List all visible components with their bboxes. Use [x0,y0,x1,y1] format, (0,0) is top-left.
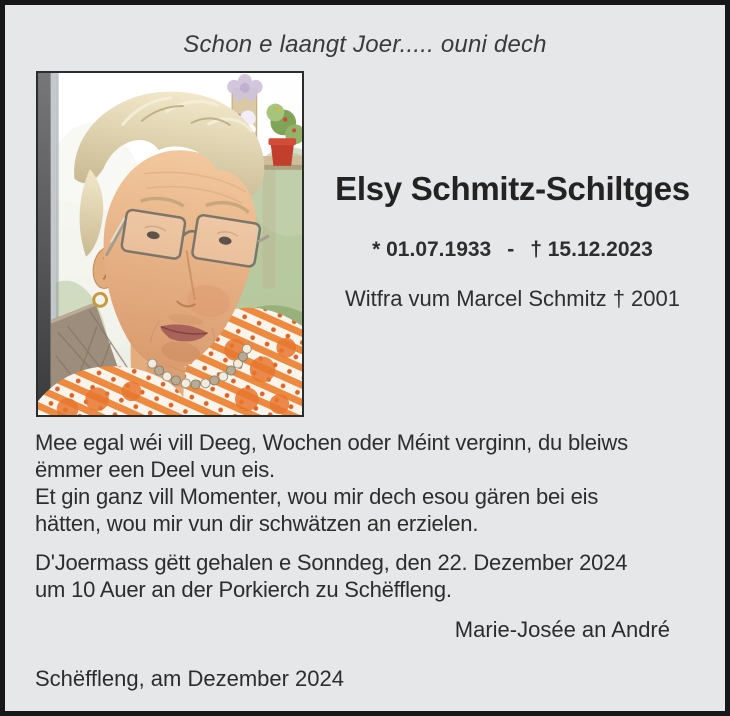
place-date-line: Schëffleng, am Dezember 2024 [35,666,344,691]
memorial-text-line: Mee egal wéi vill Deeg, Wochen oder Méint verginn, du bleiws [35,430,628,455]
memorial-text [35,429,720,603]
family-signature: Marie-Josée an André [454,617,670,642]
memorial-phrase: Schon e laangt Joer..... ouni dech [183,31,547,58]
memorial-text-line: hätten, wou mir vun dir schwätzen an erzielen. [35,511,479,536]
service-announcement-line: D'Joermass gëtt gehalen e Sonndeg, den 22. Dezember 2024 [35,550,628,575]
dates-separator: - [507,238,515,261]
death-date: † 15.12.2023 [530,238,653,261]
service-announcement-line: um 10 Auer an der Porkierch zu Schëffleng. [35,577,452,602]
paragraph-gap [35,537,720,549]
widow-line: Witfra vum Marcel Schmitz † 2001 [345,286,680,311]
memorial-text-line: Et gin ganz vill Momenter, wou mir dech esou gären bei eis [35,484,599,509]
memorial-text-line: ëmmer een Deel vun eis. [35,457,275,482]
life-dates [310,238,715,262]
birth-date: * 01.07.1933 [372,238,492,261]
portrait-illustration [38,73,302,415]
deceased-name: Elsy Schmitz-Schiltges [335,170,690,207]
portrait-photo [36,71,304,417]
